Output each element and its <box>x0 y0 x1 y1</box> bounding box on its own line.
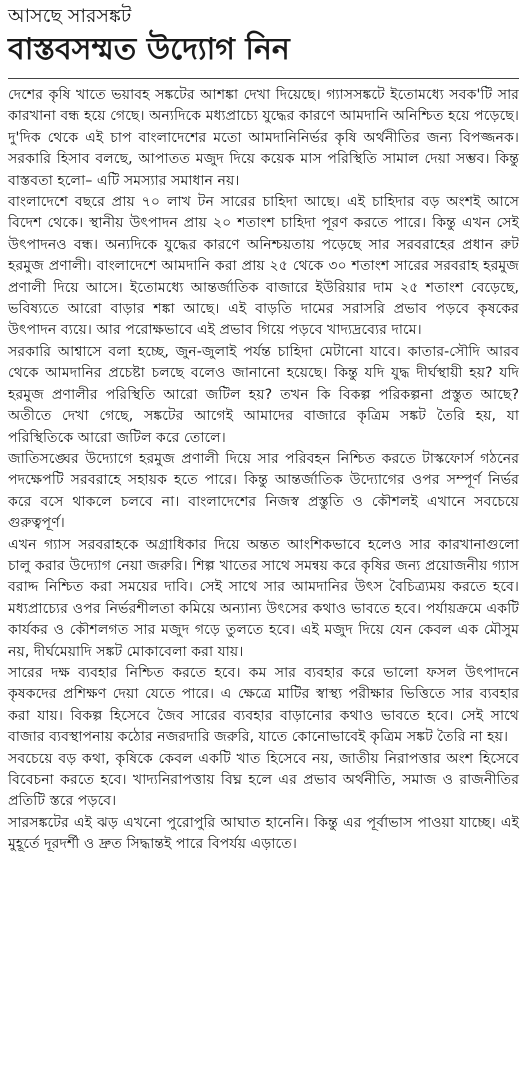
article-paragraph: সরকারি আশ্বাসে বলা হচ্ছে, জুন-জুলাই পর্যন্ত চাহিদা মেটানো যাবে। কাতার-সৌদি আরব থেকে আমদানির প্রচেষ্টা চলছে বলেও জানানো হয়েছে। কিন্তু যদি যুদ্ধ দীর্ঘস্থায়ী হয়? যদি হরমুজ প্রণালীর পরিস্থিতি আরো জটিল হয়? তখন কি বিকল্প পরিকল্পনা প্রস্তুত আছে? অতীতে দেখা গেছে, সঙ্কটের আগেই আমাদের বাজারে কৃত্রিম সঙ্কট তৈরি হয়, যা পরিস্থিতিকে আরো জটিল করে তোলে। <box>8 343 519 446</box>
article-paragraph: সারের দক্ষ ব্যবহার নিশ্চিত করতে হবে। কম সার ব্যবহার করে ভালো ফসল উৎপাদনে কৃষকদের প্রশিক্ষণ দেয়া যেতে পারে। এ ক্ষেত্রে মাটির স্বাস্থ্য পরীক্ষার ভিত্তিতে সার ব্যবহার করা যায়। বিকল্প হিসেবে জৈব সারের ব্যবহার বাড়ানোর কথাও ভাবতে হবে। সেই সাথে বাজার ব্যবস্থাপনায় কঠোর নজরদারি জরুরি, যাতে কোনোভাবেই কৃত্রিম সঙ্কট তৈরি না হয়। <box>8 664 519 746</box>
article-paragraph: এখন গ্যাস সরবরাহকে অগ্রাধিকার দিয়ে অন্তত আংশিকভাবে হলেও সার কারখানাগুলো চালু করার উদ্যোগ নেয়া জরুরি। শিল্প খাতের সাথে সমন্বয় করে কৃষির জন্য প্রয়োজনীয় গ্যাস বরাদ্দ নিশ্চিত করা সময়ের দাবি। সেই সাথে সার আমদানির উৎস বৈচিত্র্যময় করতে হবে। মধ্যপ্রাচ্যের ওপর নির্ভরশীলতা কমিয়ে অন্যান্য উৎসের কথাও ভাবতে হবে। পর্যায়ক্রমে একটি কার্যকর ও কৌশলগত সার মজুদ গড়ে তুলতে হবে। এই মজুদ দিয়ে যেন কেবল এক মৌসুম নয়, দীর্ঘমেয়াদি সঙ্কট মোকাবেলা করা যায়। <box>8 536 519 660</box>
article-paragraph: সবচেয়ে বড় কথা, কৃষিকে কেবল একটি খাত হিসেবে নয়, জাতীয় নিরাপত্তার অংশ হিসেবে বিবেচনা করতে হবে। খাদ্যনিরাপত্তায় বিঘ্ন হলে এর প্রভাব অর্থনীতি, সমাজ ও রাজনীতির প্রতিটি স্তরে পড়বে। <box>8 750 519 810</box>
article-paragraph: দেশের কৃষি খাতে ভয়াবহ সঙ্কটের আশঙ্কা দেখা দিয়েছে। গ্যাসসঙ্কটে ইতোমধ্যে সবক'টি সার কারখানা বন্ধ হয়ে গেছে। অন্যদিকে মধ্যপ্রাচ্যে যুদ্ধের কারণে আমদানি অনিশ্চিত হয়ে পড়েছে। দু'দিক থেকে এই চাপ বাংলাদেশের মতো আমদানিনির্ভর কৃষি অর্থনীতির জন্য বিপজ্জনক। সরকারি হিসাব বলছে, আপাতত মজুদ দিয়ে কয়েক মাস পরিস্থিতি সামাল দেয়া সম্ভব। কিন্তু বাস্তবতা হলো– এটি সমস্যার সমাধান নয়। <box>8 87 519 189</box>
article-headline: বাস্তবসম্মত উদ্যোগ নিন <box>8 32 290 67</box>
article-kicker: আসছে সারসঙ্কট <box>8 5 132 27</box>
article-body <box>8 85 519 856</box>
article-paragraph: বাংলাদেশে বছরে প্রায় ৭০ লাখ টন সারের চাহিদা আছে। এই চাহিদার বড় অংশই আসে বিদেশ থেকে। স্থানীয় উৎপাদন প্রায় ২০ শতাংশ চাহিদা পূরণ করতে পারে। কিন্তু এখন সেই উৎপাদনও বন্ধ। অন্যদিকে যুদ্ধের কারণে অনিশ্চয়তায় পড়েছে সার সরবরাহের প্রধান রুট হরমুজ প্রণালী। বাংলাদেশে আমদানি করা প্রায় ২৫ থেকে ৩০ শতাংশ সারের সরবরাহ হরমুজ প্রণালী দিয়ে আসে। ইতোমধ্যে আন্তর্জাতিক বাজারে ইউরিয়ার দাম ২৫ শতাংশ বেড়েছে, ভবিষ্যতে আরো বাড়ার শঙ্কা আছে। এই বাড়তি দামের সরাসরি প্রভাব পড়বে কৃষকের উৎপাদন ব্যয়ে। আর পরোক্ষভাবে এই প্রভাব গিয়ে পড়বে খাদ্যদ্রব্যের দামে। <box>8 194 519 339</box>
article-paragraph: সারসঙ্কটের এই ঝড় এখনো পুরোপুরি আঘাত হানেনি। কিন্তু এর পূর্বাভাস পাওয়া যাচ্ছে। এই মুহূর্তে দূরদর্শী ও দ্রুত সিদ্ধান্তই পারে বিপর্যয় এড়াতে। <box>8 814 519 853</box>
article-paragraph: জাতিসঙ্ঘের উদ্যোগে হরমুজ প্রণালী দিয়ে সার পরিবহন নিশ্চিত করতে টাস্কফোর্স গঠনের পদক্ষেপটি সরবরাহে সহায়ক হতে পারে। কিন্তু আন্তর্জাতিক উদ্যোগের ওপর সম্পূর্ণ নির্ভর করে বসে থাকলে চলবে না। বাংলাদেশের নিজস্ব প্রস্তুতি ও কৌশলই এখানে সবচেয়ে গুরুত্বপূর্ণ। <box>8 450 519 532</box>
headline-divider <box>8 78 519 79</box>
